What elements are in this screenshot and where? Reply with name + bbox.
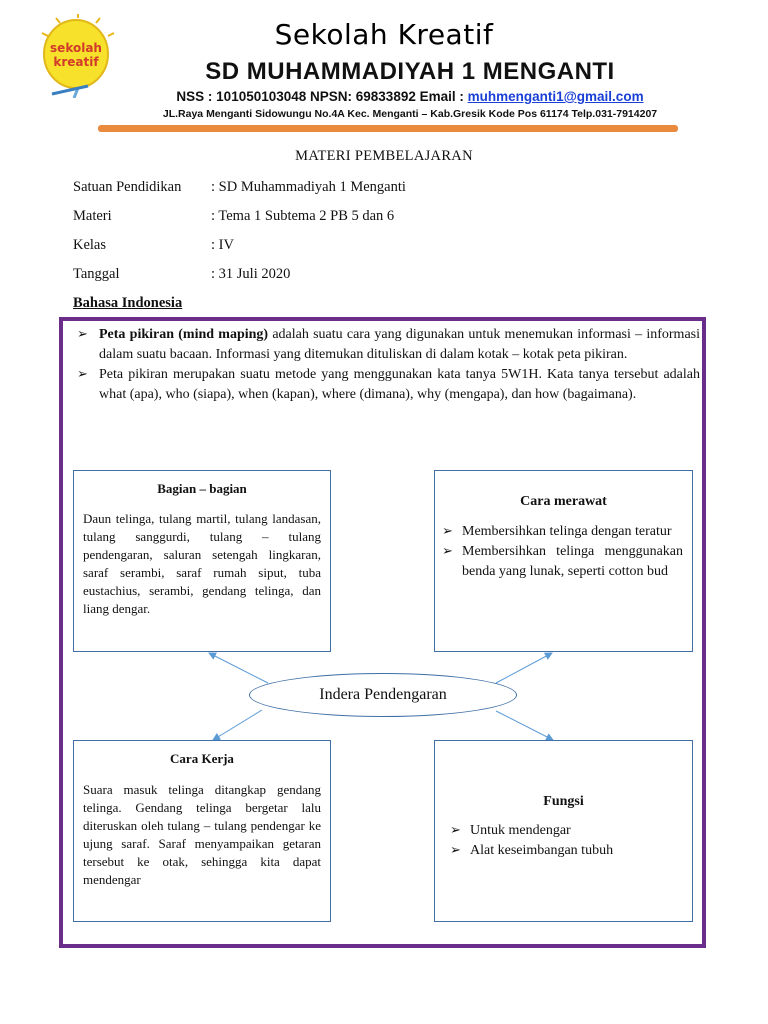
info-value: : 31 Juli 2020 [211, 266, 291, 282]
list-item [435, 542, 683, 582]
info-label: Materi [73, 208, 112, 224]
address-line: JL.Raya Menganti Sidowungu No.4A Kec. Menganti – Kab.Gresik Kode Pos 61174 Telp.031-7914207 [162, 108, 658, 120]
list-item-text: Membersihkan telinga menggunakan benda yang lunak, seperti cotton bud [462, 544, 683, 579]
info-label: Satuan Pendidikan [73, 179, 182, 195]
box-fungsi [434, 740, 693, 922]
box-text: Daun telinga, tulang martil, tulang landasan, tulang sanggurdi, tulang – tulang pendengaran, saluran setengah lingkaran, saraf serambi, saraf rumah siput, tuba eustachius, serambi, gendang telinga, dan liang dengar. [83, 511, 321, 616]
arrow-bullet-icon: ➢ [77, 367, 88, 382]
bullet-bold-term: Peta pikiran (mind maping) [99, 327, 269, 342]
connector-arrow [496, 653, 552, 683]
box-title: Fungsi [543, 794, 584, 809]
info-label: Kelas [73, 237, 107, 253]
arrow-bullet-icon: ➢ [450, 843, 461, 858]
box-title: Cara merawat [520, 494, 607, 509]
info-label: Tanggal [73, 266, 120, 282]
bullet-text: Peta pikiran merupakan suatu metode yang menggunakan kata tanya 5W1H. Kata tanya tersebut adalah what (apa), who (siapa), when (kapan), where (dimana), why (mengapa), dan how (bagaimana). [99, 367, 700, 402]
box-cara-kerja [73, 740, 331, 922]
arrow-bullet-icon: ➢ [442, 544, 453, 559]
box-cara-merawat [434, 470, 693, 652]
logo-text-1: sekolah [50, 41, 102, 55]
arrow-bullet-icon: ➢ [77, 327, 88, 342]
box-text: Suara masuk telinga ditangkap gendang telinga. Gendang telinga bergetar lalu diteruskan oleh tulang – tulang pendengar ke ujung saraf. Saraf menyampaikan getaran tersebut ke otak, sehingga kita dapat mendengar [83, 782, 321, 887]
box-list [435, 522, 683, 582]
email-link[interactable]: muhmenganti1@gmail.com [467, 89, 644, 104]
box-bagian [73, 470, 331, 652]
arrow-bullet-icon: ➢ [442, 524, 453, 539]
sd-name: SD MUHAMMADIYAH 1 MENGANTI [205, 58, 615, 85]
subject-heading: Bahasa Indonesia [73, 295, 183, 311]
connector-arrow [209, 653, 268, 683]
list-item-text: Alat keseimbangan tubuh [470, 843, 614, 858]
center-topic: Indera Pendengaran [249, 673, 517, 717]
info-value: : IV [211, 237, 234, 253]
nss-text: NSS : 101050103048 NPSN: 69833892 Email : [176, 89, 464, 104]
box-title: Cara Kerja [170, 751, 234, 766]
list-item [443, 821, 683, 841]
list-item-text: Membersihkan telinga dengan teratur [462, 524, 672, 539]
bullet-text: adalah suatu cara yang digunakan untuk menemukan informasi – informasi dalam suatu bacaan. Informasi yang ditemukan dituliskan di dalam kotak – kotak peta pikiran. [99, 327, 700, 362]
arrow-bullet-icon: ➢ [450, 823, 461, 838]
list-item-text: Untuk mendengar [470, 823, 571, 838]
box-title: Bagian – bagian [157, 481, 247, 496]
info-value: : SD Muhammadiyah 1 Menganti [211, 179, 406, 195]
info-value: : Tema 1 Subtema 2 PB 5 dan 6 [211, 208, 395, 224]
logo-text-2: kreatif [53, 55, 99, 69]
doc-title: MATERI PEMBELAJARAN [295, 148, 473, 164]
list-item [435, 522, 683, 542]
connector-arrow [213, 710, 262, 740]
box-list [443, 821, 683, 861]
list-item [443, 841, 683, 861]
school-name: Sekolah Kreatif [274, 18, 494, 51]
connector-arrow [496, 711, 553, 740]
